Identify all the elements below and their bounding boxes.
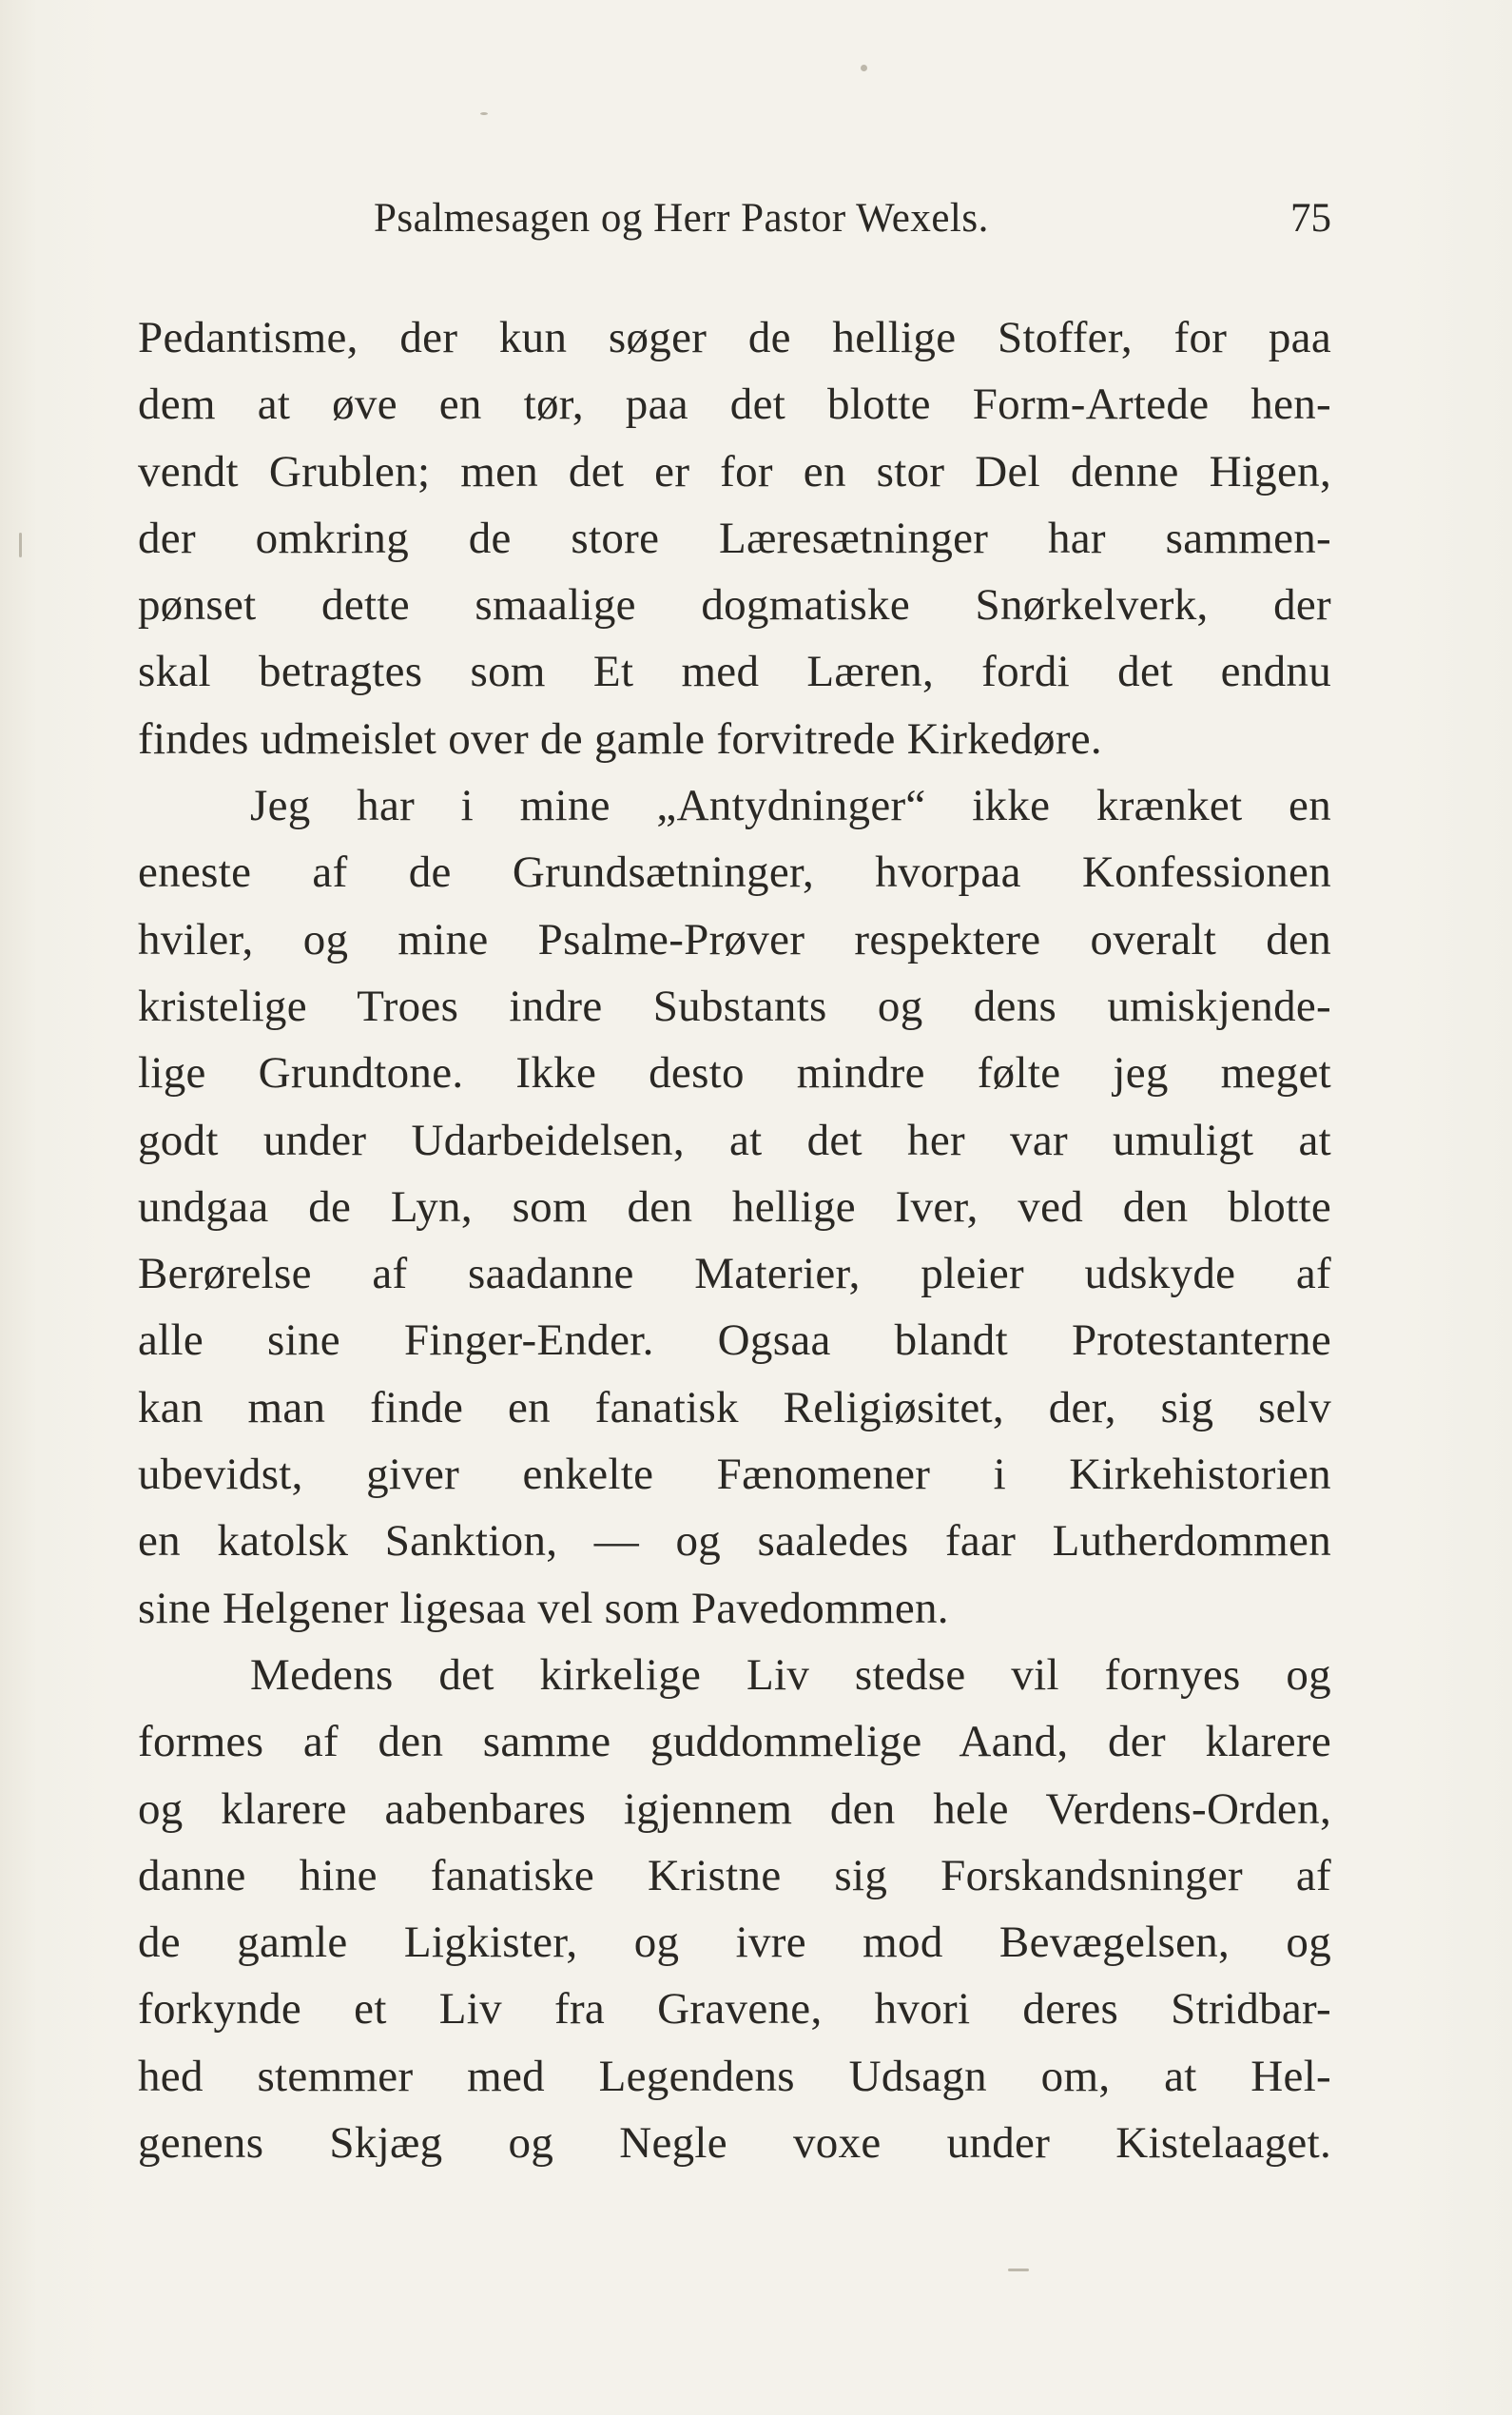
page-number: 75	[1290, 196, 1331, 241]
text-line: Berørelse af saadanne Materier, pleier udskyde af	[138, 1249, 1331, 1299]
text-line: lige Grundtone. Ikke desto mindre følte jeg meget	[138, 1048, 1331, 1099]
running-head	[138, 195, 1331, 252]
text-line: alle sine Finger-Ender. Ogsaa blandt Protestanterne	[138, 1315, 1331, 1366]
text-line: kristelige Troes indre Substants og dens umiskjende-	[138, 981, 1331, 1031]
text-line: vendt Grublen; men det er for en stor Del denne Higen,	[138, 446, 1331, 497]
text-line: Jeg har i mine „Antydninger“ ikke krænket en	[250, 781, 1331, 831]
text-line: sine Helgener ligesaa vel som Pavedommen.	[138, 1583, 949, 1633]
paper-speck	[19, 533, 22, 557]
text-line: skal betragtes som Et med Læren, fordi det endnu	[138, 647, 1331, 697]
text-line: hviler, og mine Psalme-Prøver respektere overalt den	[138, 914, 1331, 964]
body-text	[138, 304, 1331, 2176]
paper-speck	[861, 65, 867, 71]
text-line: Pedantisme, der kun søger de hellige Stoffer, for paa	[138, 313, 1331, 362]
paper-speck	[480, 112, 488, 115]
text-line: godt under Udarbeidelsen, at det her var umuligt at	[138, 1115, 1331, 1165]
text-line: undgaa de Lyn, som den hellige Iver, ved den blotte	[138, 1181, 1331, 1232]
text-line: genens Skjæg og Negle voxe under Kistelaaget.	[138, 2118, 1331, 2169]
text-line: forkynde et Liv fra Gravene, hvori deres Stridbar-	[138, 1984, 1331, 2035]
text-line: ubevidst, giver enkelte Fænomener i Kirkehistorien	[138, 1450, 1331, 1500]
text-line: kan man finde en fanatisk Religiøsitet, der, sig selv	[138, 1382, 1331, 1432]
running-title: Psalmesagen og Herr Pastor Wexels.	[374, 196, 989, 241]
text-line: de gamle Ligkister, og ivre mod Bevægelsen, og	[138, 1918, 1331, 1968]
text-line: der omkring de store Læresætninger har sammen-	[138, 513, 1331, 563]
text-line: findes udmeislet over de gamle forvitrede Kirkedøre.	[138, 713, 1102, 764]
text-line: og klarere aabenbares igjennem den hele Verdens-Orden,	[138, 1783, 1331, 1834]
text-line: pønset dette smaalige dogmatiske Snørkelverk, der	[138, 580, 1331, 631]
text-line: hed stemmer med Legendens Udsagn om, at Hel-	[138, 2051, 1331, 2101]
text-line: danne hine fanatiske Kristne sig Forskandsninger af	[138, 1850, 1331, 1900]
text-line: eneste af de Grundsætninger, hvorpaa Konfessionen	[138, 847, 1331, 898]
text-line: dem at øve en tør, paa det blotte Form-Artede hen-	[138, 380, 1331, 430]
text-line: formes af den samme guddommelige Aand, der klarere	[138, 1717, 1331, 1767]
text-line: Medens det kirkelige Liv stedse vil fornyes og	[250, 1649, 1331, 1700]
paper-speck	[1008, 2269, 1029, 2271]
text-line: en katolsk Sanktion, — og saaledes faar Lutherdommen	[138, 1516, 1331, 1567]
